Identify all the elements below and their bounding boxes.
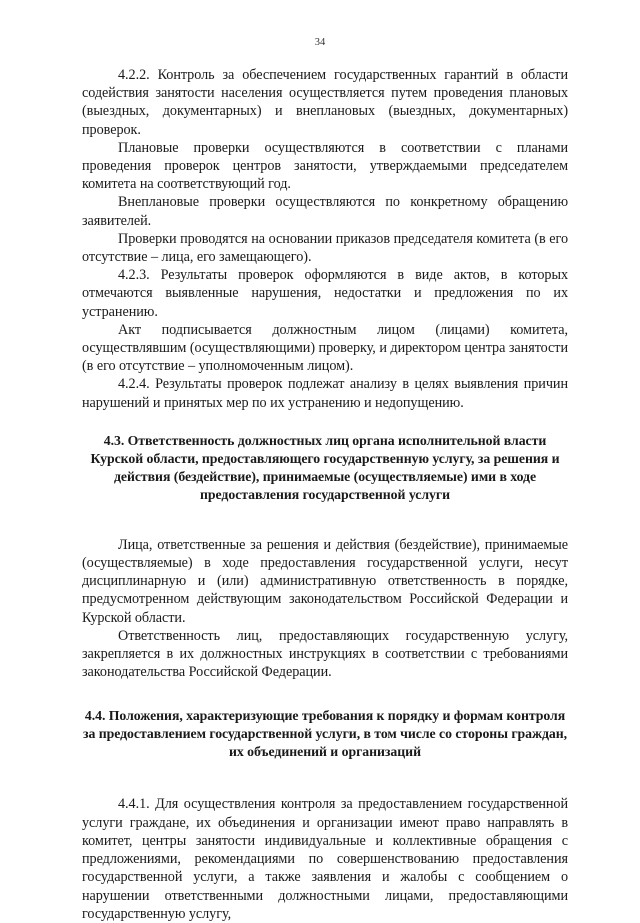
paragraph-4-2-2: 4.2.2. Контроль за обеспечением государственных гарантий в области содействия занятости населения осуществляется путем проведения плановых (выездных, документарных) и внеплановых (выездных, документарных) проверок. (82, 67, 568, 138)
section-heading-4-3: 4.3. Ответственность должностных лиц органа исполнительной власти Курской области, предоставляющего государственную услугу, за решения и действия (бездействие), принимаемые (осуществляемые) ими в ходе предоставления государственной услуги (90, 432, 560, 502)
paragraph-planned-inspections: Плановые проверки осуществляются в соответствии с планами проведения проверок центров занятости, утверждаемыми председателем комитета на соответствующий год. (82, 139, 568, 193)
page-content (82, 66, 568, 923)
paragraph-unplanned-inspections: Внеплановые проверки осуществляются по конкретному обращению заявителей. (82, 194, 568, 229)
paragraph-inspection-orders: Проверки проводятся на основании приказов председателя комитета (в его отсутствие – лица, его замещающего). (82, 230, 568, 266)
paragraph-4-2-3: 4.2.3. Результаты проверок оформляются в виде актов, в которых отмечаются выявленные нарушения, недостатки и предложения по их устранению. (82, 267, 568, 320)
paragraph-act-signing: Акт подписывается должностным лицом (лицами) комитета, осуществлявшим (осуществляющими) проверку, и директором центра занятости (в его отсутствие – уполномоченным лицом). (82, 321, 568, 375)
section-heading-4-4: 4.4. Положения, характеризующие требования к порядку и формам контроля за предоставлением государственной услуги, в том числе со стороны граждан, их объединений и организаций (82, 708, 568, 760)
paragraph-job-instructions: Ответственность лиц, предоставляющих государственную услугу, закрепляется в их должностных инструкциях в соответствии с требованиями законодательства Российской Федерации. (82, 627, 568, 681)
paragraph-4-4-1: 4.4.1. Для осуществления контроля за предоставлением государственной услуги граждане, их объединения и организации имеют право направлять в комитет, центры занятости индивидуальные и коллективные обращения с предложениями, рекомендациями по совершенствованию предоставления государственной услуги, а также заявления и жалобы с сообщением о нарушении ответственными должностными лицами, предоставляющими государственную услугу, (82, 796, 568, 922)
page-number: 34 (314, 37, 326, 48)
paragraph-responsibility: Лица, ответственные за решения и действия (бездействие), принимаемые (осуществляемые) в ходе предоставления государственной услуги, несут дисциплинарную и (или) административную ответственность в порядке, предусмотренном действующим законодательством Российской Федерации и Курской области. (82, 536, 568, 626)
paragraph-4-2-4: 4.2.4. Результаты проверок подлежат анализу в целях выявления причин нарушений и принятых мер по их устранению и недопущению. (82, 376, 568, 411)
